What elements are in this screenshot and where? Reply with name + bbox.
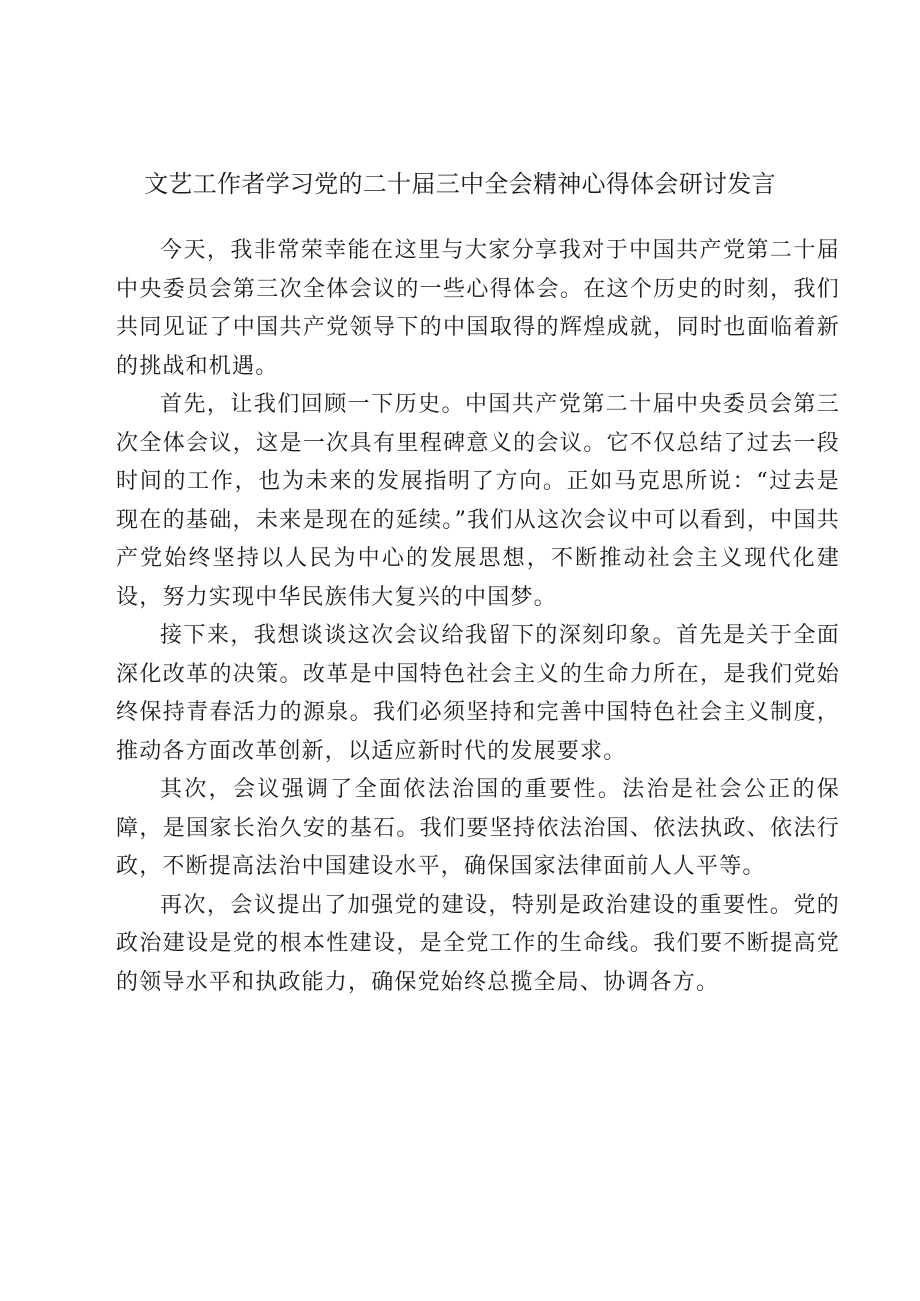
document-body (116, 232, 840, 1002)
paragraph-3: 接下来，我想谈谈这次会议给我留下的深刻印象。首先是关于全面深化改革的决策。改革是中国特色社会主义的生命力所在，是我们党始终保持青春活力的源泉。我们必须坚持和完善中国特色社会主义制度，推动各方面改革创新，以适应新时代的发展要求。 (116, 623, 840, 764)
paragraph-5: 再次，会议提出了加强党的建设，特别是政治建设的重要性。党的政治建设是党的根本性建设，是全党工作的生命线。我们要不断提高党的领导水平和执政能力，确保党始终总揽全局、协调各方。 (116, 892, 840, 995)
document-title: 文艺工作者学习党的二十届三中全会精神心得体会研讨发言 (144, 170, 776, 198)
paragraph-1: 今天，我非常荣幸能在这里与大家分享我对于中国共产党第二十届中央委员会第三次全体会议的一些心得体会。在这个历史的时刻，我们共同见证了中国共产党领导下的中国取得的辉煌成就，同时也面临着新的挑战和机遇。 (116, 238, 840, 379)
paragraph-2: 首先，让我们回顾一下历史。中国共产党第二十届中央委员会第三次全体会议，这是一次具有里程碑意义的会议。它不仅总结了过去一段时间的工作，也为未来的发展指明了方向。正如马克思所说：“过去是现在的基础，未来是现在的延续。”我们从这次会议中可以看到，中国共产党始终坚持以人民为中心的发展思想，不断推动社会主义现代化建设，努力实现中华民族伟大复兴的中国梦。 (116, 392, 840, 610)
paragraph-4: 其次，会议强调了全面依法治国的重要性。法治是社会公正的保障，是国家长治久安的基石。我们要坚持依法治国、依法执政、依法行政，不断提高法治中国建设水平，确保国家法律面前人人平等。 (116, 777, 840, 879)
